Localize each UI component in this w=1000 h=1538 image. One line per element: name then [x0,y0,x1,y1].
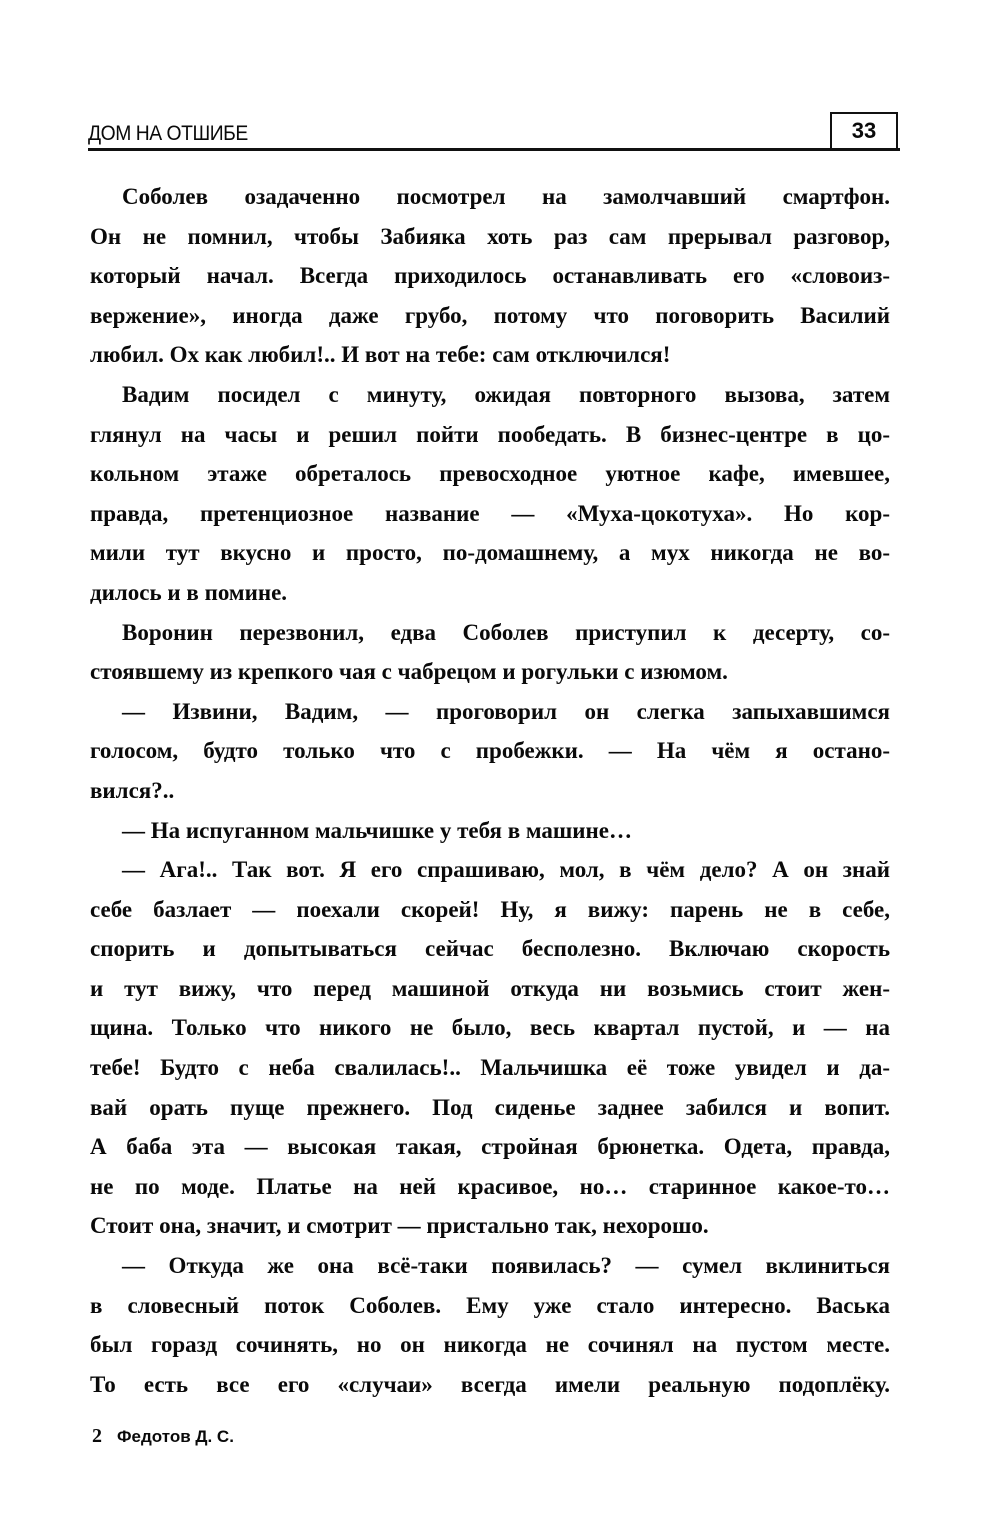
text-line: дилось и в помине. [90,579,288,605]
text-line: себе базлает — поехали скорей! Ну, я вижу: парень не в себе, [90,896,890,922]
text-line: вай орать пуще прежнего. Под сиденье заднее забился и вопит. [90,1094,890,1120]
text-line: правда, претенциозное название — «Муха-цокотуха». Но кор- [90,500,890,526]
text-line: Стоит она, значит, и смотрит — пристально так, нехорошо. [90,1213,709,1239]
text-line: в словесный поток Соболев. Ему уже стало интересно. Васька [90,1292,890,1318]
text-line: и тут вижу, что перед машиной откуда ни возьмись стоит жен- [90,975,890,1001]
text-line: не по моде. Платье на ней красивое, но… старинное какое-то… [90,1173,890,1199]
signature-number: 2 [92,1425,102,1447]
text-line: — Откуда же она всё-таки появилась? — сумел вклиниться [122,1253,890,1279]
text-line: — Ага!.. Так вот. Я его спрашиваю, мол, в чём дело? А он знай [122,857,890,883]
text-line: щина. Только что никого не было, весь квартал пустой, и — на [90,1015,890,1041]
signature-author: Федотов Д. С. [117,1427,234,1446]
running-head [88,112,900,151]
text-line: глянул на часы и решил пойти пообедать. В бизнес-центре в цо- [90,421,890,447]
text-line: — На испуганном мальчишке у тебя в машине… [122,817,633,843]
text-line: стоявшему из крепкого чая с чабрецом и рогульки с изюмом. [90,659,728,685]
text-line: тебе! Будто с неба свалилась!.. Мальчишка её тоже увидел и да- [90,1055,890,1081]
text-line: То есть все его «случаи» всегда имели реальную подоплёку. [90,1371,890,1397]
text-line: мили тут вкусно и просто, по-домашнему, а мух никогда не во- [90,540,890,566]
text-line: спорить и допытываться сейчас бесполезно. Включаю скорость [90,936,890,962]
text-line: Вадим посидел с минуту, ожидая повторного вызова, затем [122,381,890,407]
text-line: который начал. Всегда приходилось останавливать его «словоиз- [90,263,890,289]
page-number: 33 [830,112,898,148]
text-line: был горазд сочинять, но он никогда не сочинял на пустом месте. [90,1332,890,1358]
text-line: вился?.. [90,777,175,803]
text-line: голосом, будто только что с пробежки. — На чём я остано- [90,738,890,764]
text-line: Он не помнил, чтобы Забияка хоть раз сам прерывал разговор, [90,223,890,249]
printer-signature [92,1425,234,1448]
text-line: кольном этаже обреталось превосходное уютное кафе, имевшее, [90,461,890,487]
text-line: вержение», иногда даже грубо, потому что поговорить Василий [90,302,890,328]
text-line: Соболев озадаченно посмотрел на замолчавший смартфон. [122,184,890,209]
body-text [90,177,890,1404]
running-title: ДОМ НА ОТШИБЕ [88,122,248,145]
text-line: — Извини, Вадим, — проговорил он слегка запыхавшимся [122,698,890,724]
text-line: А баба эта — высокая такая, стройная брюнетка. Одета, правда, [90,1134,890,1160]
text-line: любил. Ох как любил!.. И вот на тебе: сам отключился! [90,342,671,368]
text-line: Воронин перезвонил, едва Соболев приступил к десерту, со- [122,619,890,645]
